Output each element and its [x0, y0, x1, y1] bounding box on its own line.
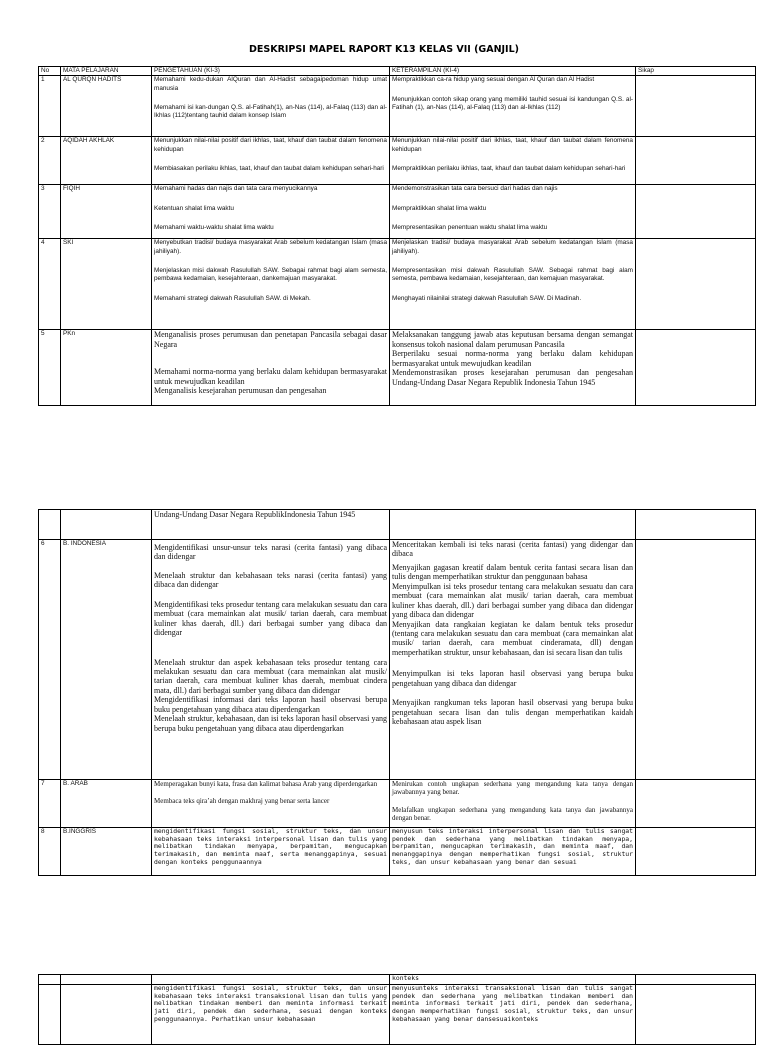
row-number: 3	[39, 185, 61, 239]
ki3-item: Memahami waktu-waktu shalat lima waktu	[154, 223, 274, 231]
ki4-cell	[390, 985, 636, 1045]
row-number: 1	[39, 76, 61, 137]
ki3-cell	[152, 780, 390, 828]
subject-name: SKI	[61, 239, 152, 330]
subject-name	[61, 510, 152, 540]
subject-name: B.INGGRIS	[61, 828, 152, 876]
report-table-part-1	[38, 66, 756, 406]
ki4-cell	[390, 76, 636, 137]
sikap-cell	[636, 137, 756, 185]
report-table-part-3	[38, 974, 756, 1045]
sikap-cell	[636, 540, 756, 780]
row-number: 7	[39, 780, 61, 828]
ki3-item: Menganalisis kesejarahan perumusan dan pengesahan	[154, 386, 327, 396]
ki3-cell	[152, 185, 390, 239]
ki3-item: Mengidentifikasi teks prosedur tentang cara melakukan sesuatu dan cara membuat (cara memainkan alat musik/ tarian daerah, cara membuat kuliner khas daerah, dll.) dari berbagai sumber yang dibaca dan didengar	[154, 599, 387, 638]
ki4-item: Menyimpulkan isi teks prosedur tentang cara melakukan sesuatu dan cara membuat (cara memainkan alat musik/ tarian daerah, cara membuat kuliner khas daerah, dll.) dari berbagai sumber yang dibaca dan didengar yang dibaca dan didengar	[392, 581, 633, 620]
ki3-item: Memahami kedu-dukan AlQuran dan Al-Hadist sebagaipedoman hidup umat manusia	[154, 76, 387, 92]
sikap-cell	[636, 330, 756, 406]
ki3-item: Memahami isi kan-dungan Q.S. al-Fatihah(1), an-Nas (114), al-Falaq (113) dan al-Ikhlas (112)tentang tauhid dalam konsep Islam	[154, 103, 387, 120]
ki3-item: Memahami strategi dakwah Rasulullah SAW. di Mekah.	[154, 294, 311, 302]
ki3-cell	[152, 540, 390, 780]
ki3-item: Menunjukkan nilai-nilai positif dari ikhlas, taat, khauf dan taubat dalam fenomena kehidupan	[154, 137, 387, 153]
ki3-item: mengidentifikasi fungsi sosial, struktur teks, dan unsur kebahasaan teks interaksi transaksional lisan dan tulis yang melibatkan tindakan memberi dan meminta informasi terkait jati diri, pendek dan sederhana, sesuai dengan konteks penggunaannya. Perhatikan unsur kebahasaan	[154, 984, 387, 1023]
row-number	[39, 510, 61, 540]
sikap-cell	[636, 510, 756, 540]
ki4-item: Mempresentasikan misi dakwah Rasulullah SAW. Sebagai rahmat bagi alam semesta, pembawa kedamaian, kesejahteraan, dan kemajuan masyarakat.	[392, 266, 633, 283]
table-row	[39, 828, 756, 876]
ki4-item: Menunjukkan nilai-nilai positif dari ikhlas, taat, khauf dan taubat dalam fenomena kehidupan	[392, 137, 633, 153]
sikap-cell	[636, 185, 756, 239]
ki4-item: Menyimpulkan isi teks laporan hasil observasi yang berupa buku pengetahuan yang dibaca dan didengar	[392, 669, 633, 688]
sikap-cell	[636, 985, 756, 1045]
sikap-cell	[636, 239, 756, 330]
sikap-cell	[636, 975, 756, 985]
report-table-part-2	[38, 509, 756, 876]
subject-name: B. ARAB	[61, 780, 152, 828]
ki4-item: Menirukan contoh ungkapan sederhana yang mengandung kata tanya dengan jawabannya yang benar.	[392, 780, 633, 797]
row-number	[39, 985, 61, 1045]
ki4-item: Menyajikan rangkuman teks laporan hasil observasi yang berupa buku pengetahuan secara lisan dan tulis dengan memperhatikan kaidah kebahasaan atau aspek lisan	[392, 698, 633, 726]
table-row	[39, 510, 756, 540]
table-row	[39, 975, 756, 985]
ki3-item: Menganalisis proses perumusan dan penetapan Pancasila sebagai dasar Negara	[154, 330, 387, 349]
ki3-item: Menelaah struktur dan aspek kebahasaan teks prosedur tentang cara melakukan sesuatu dan cara membuat (cara memainkan alat musik/ tarian daerah, cara membuat kuliner khas daerah, membuat cindera mata, dll.) dari berbagai sumber yang dibaca dan didengar	[154, 657, 387, 695]
subject-name: B. INDONESIA	[61, 540, 152, 780]
ki4-item: menyusunteks interaksi transaksional lisan dan tulis sangat pendek dan sederhana yang melibatkan tindakan memberi dan meminta informasi terkait jati diri, pendek dan sederhana, dengan memperhatikan fungsi sosial, struktur teks, dan unsur kebahasaan yang benar dansesuaikonteks	[392, 984, 633, 1023]
ki4-item: Menunjukkan contoh sikap orang yang memiliki tauhid sesuai isi kandungan Q.S. al-Fatihah (1), an-Nas (114), al-Falaq (113) dan al-Ikhlas (112)	[392, 95, 633, 111]
ki3-cell	[152, 510, 390, 540]
ki3-item: Membiasakan perilaku ikhlas, taat, khauf dan taubat dalam kehidupan sehari-hari	[154, 164, 384, 172]
ki3-cell	[152, 330, 390, 406]
ki3-item: Memperagakan bunyi kata, frasa dan kalimat bahasa Arab yang diperdengarkan	[154, 780, 378, 788]
subject-name	[61, 975, 152, 985]
ki3-item: Membaca teks qira’ah dengan makhraj yang benar serta lancer	[154, 797, 330, 806]
ki4-item: Melaksanakan tanggung jawab atas keputusan bersama dengan semangat konsensus tokoh nasional dalam perumusan Pancasila	[392, 330, 633, 349]
ki3-item: Menelaah struktur, kebahasaan, dan isi teks laporan hasil observasi yang berupa buku pengetahuan yang dibaca atau diperdengarkan	[154, 714, 387, 733]
ki4-item: Mempraktikkan shalat lima waktu	[392, 204, 487, 212]
subject-name: PKn	[61, 330, 152, 406]
ki4-item: Mendemonstrasikan tata cara bersuci dari hadas dan najis	[392, 185, 558, 193]
header-ki3: PENGETAHUAN (KI-3)	[152, 67, 390, 76]
ki4-cell	[390, 185, 636, 239]
sikap-cell	[636, 76, 756, 137]
ki3-item: Ketentuan shalat lima waktu	[154, 204, 234, 212]
ki3-cell	[152, 828, 390, 876]
subject-name	[61, 985, 152, 1045]
sikap-cell	[636, 828, 756, 876]
table-row	[39, 76, 756, 137]
ki4-item: Mendemonstrasikan proses kesejarahan perumusan dan pengesahan Undang-Undang Dasar Negara Republik Indonesia Tahun 1945	[392, 368, 633, 387]
ki4-item: Berperilaku sesuai norma-norma yang berlaku dalam kehidupan bermasyarakat untuk mewujudkan keadilan	[392, 349, 633, 368]
ki3-cell	[152, 975, 390, 985]
ki4-item: Menyajikan data rangkaian kegiatan ke dalam bentuk teks prosedur (tentang cara melakukan sesuatu dan cara membuat (cara memainkan alat musik/ tarian daerah, cara membuat cinderamata, dll) dengan memperhatikan struktur, unsur kebahasaan, dan isi secara lisan dan tulis	[392, 619, 633, 657]
ki4-cell	[390, 330, 636, 406]
ki3-item: Menelaah struktur dan kebahasaan teks narasi (cerita fantasi) yang dibaca dan didengar	[154, 570, 387, 590]
row-number: 2	[39, 137, 61, 185]
ki4-item: Mempraktikkan ca-ra hidup yang sesuai dengan Al Quran dan Al Hadist	[392, 76, 595, 84]
ki3-cell	[152, 76, 390, 137]
ki4-item: Menjelaskan tradisi/ budaya masyarakat Arab sebelum kedatangan Islam (masa jahiliyah).	[392, 239, 633, 255]
page-title: DESKRIPSI MAPEL RAPORT K13 KELAS VII (GANJIL)	[248, 44, 519, 55]
ki3-cell	[152, 985, 390, 1045]
ki3-item: Mengidentifikasi unsur-unsur teks narasi (cerita fantasi) yang dibaca dan didengar	[154, 543, 387, 562]
ki3-item: Memahami hadas dan najis dan tata cara menyucikannya	[154, 185, 318, 193]
row-number: 4	[39, 239, 61, 330]
ki4-item: konteks	[392, 974, 419, 982]
row-number: 8	[39, 828, 61, 876]
row-number	[39, 975, 61, 985]
ki3-item: Mengidentifikasi informasi dari teks laporan hasil observasi berupa buku pengetahuan yang dibaca atau diperdengarkan	[154, 695, 387, 714]
ki4-item: Melafalkan ungkapan sederhana yang mengandung kata tanya dan jawabannya dengan benar.	[392, 805, 633, 822]
ki3-item: Undang-Undang Dasar Negara RepublikIndonesia Tahun 1945	[154, 510, 356, 519]
ki4-cell	[390, 975, 636, 985]
table-header-row	[39, 67, 756, 76]
ki4-cell	[390, 828, 636, 876]
ki3-item: Memahami norma-norma yang berlaku dalam kehidupan bermasyarakat untuk mewujudkan keadilan	[154, 367, 387, 386]
ki4-item: Menghayati nilainilai strategi dakwah Rasulullah SAW. Di Madinah.	[392, 294, 582, 302]
row-number: 6	[39, 540, 61, 780]
header-ki4: KETERAMPILAN (KI-4)	[390, 67, 636, 76]
row-number: 5	[39, 330, 61, 406]
subject-name: FIQIH	[61, 185, 152, 239]
ki3-item: Menyebutkan tradisi/ budaya masyarakat Arab sebelum kedatangan Islam (masa jahiliyah).	[154, 239, 387, 255]
ki3-item: mengidentifikasi fungsi sosial, struktur teks, dan unsur kebahasaan teks interaksi interpersonal lisan dan tulis yang melibatkan tindakan menyapa, berpamitan, mengucapkan terimakasih, dan meminta maaf, serta menanggapinya, sesuai dengan konteks penggunaannya	[154, 827, 387, 866]
subject-name: AL QURQN HADITS	[61, 76, 152, 137]
ki4-item: menyusun teks interaksi interpersonal lisan dan tulis sangat pendek dan sederhana yang melibatkan tindakan menyapa, berpamitan, mengucapkan terimakasih, dan meminta maaf, dan menanggapinya dengan memperhatikan fungsi sosial, struktur teks, dan unsur kebahasaan yang benar dan sesuai	[392, 827, 633, 866]
table-row	[39, 985, 756, 1045]
ki4-cell	[390, 510, 636, 540]
header-sikap: Sikap	[636, 67, 756, 76]
ki4-item: Mempresentasikan penentuan waktu shalat lima waktu	[392, 223, 548, 231]
table-row	[39, 780, 756, 828]
ki4-item: Menceritakan kembali isi teks narasi (cerita fantasi) yang didengar dan dibaca	[392, 540, 633, 559]
subject-name: AQIDAH AKHLAK	[61, 137, 152, 185]
header-subject: MATA PELAJARAN	[61, 67, 152, 76]
ki4-item: Menyajikan gagasan kreatif dalam bentuk cerita fantasi secara lisan dan tulis dengan memperhatikan struktur dan penggunaan bahasa	[392, 562, 633, 582]
ki4-cell	[390, 780, 636, 828]
ki4-cell	[390, 239, 636, 330]
ki3-cell	[152, 239, 390, 330]
table-row	[39, 330, 756, 406]
ki4-cell	[390, 540, 636, 780]
table-row	[39, 137, 756, 185]
ki4-item: Mempraktikkan perilaku ikhlas, taat, khauf dan taubat dalam kehidupan sehari-hari	[392, 164, 626, 172]
table-row	[39, 540, 756, 780]
ki3-cell	[152, 137, 390, 185]
table-row	[39, 185, 756, 239]
table-row	[39, 239, 756, 330]
header-no: No	[39, 67, 61, 76]
ki3-item: Menjelaskan misi dakwah Rasulullah SAW. Sebagai rahmat bagi alam semesta, pembawa kedamaian, kesejahteraan, dankemajuan masyarakat.	[154, 266, 387, 283]
sikap-cell	[636, 780, 756, 828]
ki4-cell	[390, 137, 636, 185]
